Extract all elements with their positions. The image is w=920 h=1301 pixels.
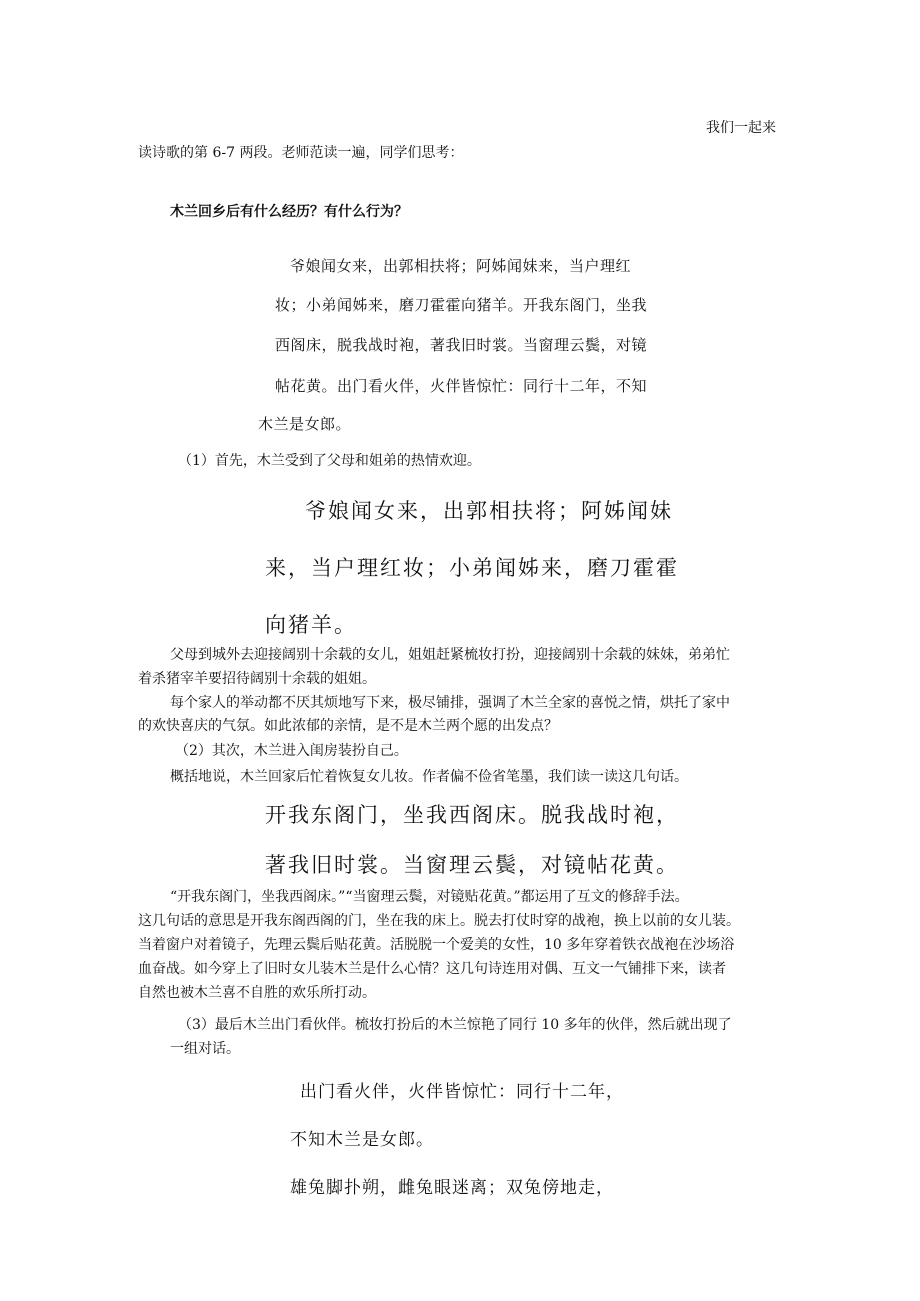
quote-3-line-1: 出门看火伴，火伴皆惊忙：同行十二年， xyxy=(300,1082,624,1102)
poem-line-1: 爷娘闻女来，出郭相扶将；阿姊闻妹来，当户理红 xyxy=(290,257,632,275)
para-2-line-5: 自然也被木兰喜不自胜的欢乐所打动。 xyxy=(138,985,376,1001)
poem-line-3: 西阁床，脱我战时袍，著我旧时裳。当窗理云鬓，对镜 xyxy=(275,336,648,354)
para-1-line-3: 每个家人的举动都不厌其烦地写下来，极尽铺排，强调了木兰全家的喜悦之情，烘托了家中 xyxy=(170,695,730,711)
para-2-line-2: 这几句话的意思是开我东阁西阁的门，坐在我的床上。脱去打仗时穿的战袍，换上以前的女儿装。 xyxy=(138,913,740,929)
quote-2-line-2: 著我旧时裳。当窗理云鬓，对镜帖花黄。 xyxy=(265,853,679,877)
para-2-line-3: 当着窗户对着镜子，先理云鬓后贴花黄。活脱脱一个爱美的女性，10 多年穿着铁衣战袍在沙场浴 xyxy=(138,937,735,953)
para-2-line-4: 血奋战。如今穿上了旧时女儿装木兰是什么心情？这几句诗连用对偶、互文一气铺排下来，读者 xyxy=(138,961,726,977)
quote-1-line-2: 来，当户理红妆；小弟闻姊来，磨刀霍霍 xyxy=(265,556,679,580)
quote-1-line-1: 爷娘闻女来，出郭相扶将；阿姊闻妹 xyxy=(305,499,673,523)
para-2-line-1: “开我东阁门，坐我西阁床。”“当窗理云鬓，对镜贴花黄。”都运用了互文的修辞手法。 xyxy=(170,889,689,905)
quote-2-line-1: 开我东阁门，坐我西阁床。脱我战时袍， xyxy=(265,803,679,827)
question-heading: 木兰回乡后有什么经历？有什么行为？ xyxy=(170,204,408,220)
section-3-line-1: （3）最后木兰出门看伙伴。梳妆打扮后的木兰惊艳了同行 10 多年的伙伴，然后就出现了 xyxy=(178,1017,732,1033)
quote-3-line-2: 不知木兰是女郎。 xyxy=(290,1130,434,1150)
section-2-intro: 概括地说，木兰回家后忙着恢复女儿妆。作者偏不俭省笔墨，我们读一读这几句话。 xyxy=(170,769,688,785)
intro-line-2: 读诗歌的第 6-7 两段。老师范读一遍，同学们思考： xyxy=(138,145,464,161)
para-1-line-4: 的欢快喜庆的气氛。如此浓郁的亲情，是不是木兰两个愿的出发点？ xyxy=(138,718,558,734)
poem-line-4: 帖花黄。出门看火伴，火伴皆惊忙：同行十二年，不知 xyxy=(275,377,648,395)
section-2-title: （2）其次，木兰进入闺房装扮自己。 xyxy=(175,743,408,759)
intro-line-1: 我们一起来 xyxy=(706,120,776,136)
quote-3-line-3: 雄兔脚扑朔，雌兔眼迷离；双兔傍地走， xyxy=(290,1178,614,1198)
para-1-line-2: 着杀猪宰羊要招待阔别十余载的姐姐。 xyxy=(138,671,376,687)
poem-line-5: 木兰是女郎。 xyxy=(258,415,352,433)
para-1-line-1: 父母到城外去迎接阔别十余载的女儿，姐姐赶紧梳妆打扮，迎接阔别十余载的妹妹，弟弟忙 xyxy=(170,647,730,663)
section-3-line-2: 一组对话。 xyxy=(170,1041,240,1057)
poem-line-2: 妆；小弟闻姊来，磨刀霍霍向猪羊。开我东阁门，坐我 xyxy=(275,296,648,314)
section-1-title: （1）首先，木兰受到了父母和姐弟的热情欢迎。 xyxy=(178,453,481,469)
quote-1-line-3: 向猪羊。 xyxy=(265,613,357,637)
